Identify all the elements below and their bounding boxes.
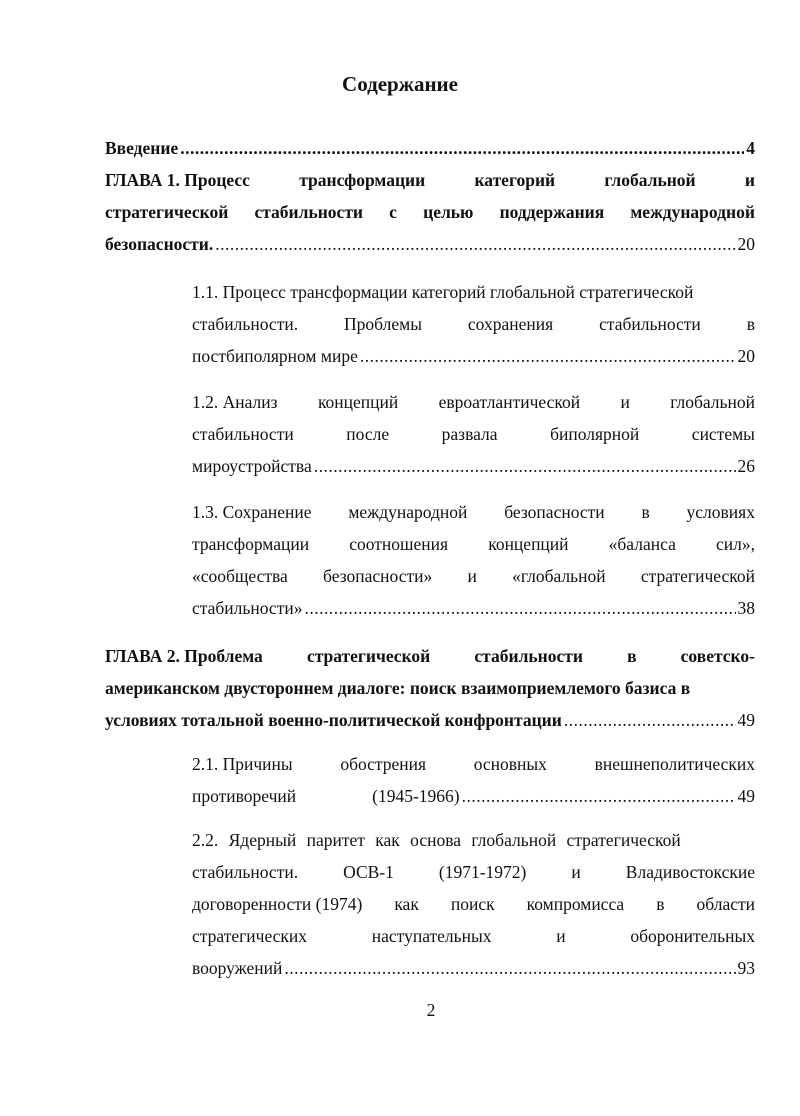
word: сил», <box>715 534 755 554</box>
word: стабильности <box>192 424 294 444</box>
toc-page: 49 <box>737 710 755 730</box>
toc-chapter-1-line-1[interactable] <box>105 167 755 193</box>
word: стратегических <box>192 926 308 946</box>
word: ГЛАВА 2. Проблема <box>105 646 263 666</box>
word: основных <box>473 754 547 774</box>
word: обострения <box>340 754 427 774</box>
toc-label: Введение <box>105 138 179 158</box>
word: наступательных <box>371 926 492 946</box>
word: ГЛАВА 1. Процесс <box>105 170 250 190</box>
word: Проблемы <box>344 314 422 334</box>
word: и <box>744 170 755 190</box>
word: стабильности. <box>192 314 299 334</box>
toc-section-1-1-line-1[interactable] <box>192 279 755 305</box>
toc-page: 49 <box>737 786 755 806</box>
word: безопасности <box>504 502 605 522</box>
toc-page: 20 <box>737 234 755 254</box>
word: 1.3. Сохранение <box>192 502 312 522</box>
toc-label: противоречий <box>192 786 297 806</box>
toc-section-2-1-line-2[interactable] <box>192 783 755 809</box>
word: стабильности. <box>192 862 299 882</box>
toc-page: 38 <box>737 598 755 618</box>
word: международной <box>348 502 468 522</box>
word: в <box>656 894 665 914</box>
word: развала <box>441 424 498 444</box>
word: советско- <box>680 646 755 666</box>
toc-section-2-2-line-5[interactable] <box>192 955 755 981</box>
toc-intro[interactable] <box>105 135 755 161</box>
toc-label: американском двустороннем диалоге: поиск взаимоприемлемого базиса в <box>105 678 691 698</box>
word: «глобальной <box>512 566 606 586</box>
toc-leader <box>284 955 735 981</box>
word: международной <box>630 202 755 222</box>
word: и <box>571 862 581 882</box>
toc-chapter-2-line-1[interactable] <box>105 643 755 669</box>
toc-label: условиях тотальной военно-политической конфронтации <box>105 710 562 730</box>
word: биполярной <box>550 424 640 444</box>
word: глобальной <box>670 392 755 412</box>
word: стабильности <box>474 646 583 666</box>
toc-page: 4 <box>746 138 755 158</box>
word: ОСВ-1 <box>343 862 394 882</box>
toc-page: 20 <box>737 346 755 366</box>
toc-label: вооружений <box>192 958 283 978</box>
word: и <box>620 392 630 412</box>
word: Владивостокские <box>625 862 755 882</box>
toc-section-1-2-line-2[interactable] <box>192 421 755 447</box>
word: поиск <box>450 894 495 914</box>
word: как <box>394 894 419 914</box>
word: в <box>746 314 755 334</box>
toc-chapter-1-line-2[interactable] <box>105 199 755 225</box>
word: и <box>556 926 566 946</box>
word: целью <box>423 202 474 222</box>
word: области <box>696 894 755 914</box>
toc-section-1-3-line-4[interactable] <box>192 595 755 621</box>
toc-section-2-2-line-3[interactable] <box>192 891 755 917</box>
toc-leader <box>215 231 735 257</box>
word: в <box>627 646 637 666</box>
word: трансформации <box>299 170 426 190</box>
toc-section-2-2-line-4[interactable] <box>192 923 755 949</box>
word: стратегической <box>640 566 755 586</box>
word: «баланса <box>608 534 676 554</box>
word: сохранения <box>467 314 554 334</box>
toc-section-2-2-line-1[interactable] <box>192 827 755 853</box>
word: после <box>346 424 390 444</box>
word: стратегической <box>105 202 229 222</box>
toc-chapter-2-line-3[interactable] <box>105 707 755 733</box>
toc-section-1-2-line-3[interactable] <box>192 453 755 479</box>
word: внешнеполитических <box>594 754 755 774</box>
toc-leader <box>360 343 736 369</box>
word: стабильности <box>599 314 701 334</box>
toc-section-1-1-line-2[interactable] <box>192 311 755 337</box>
word: стратегической <box>306 646 431 666</box>
toc-leader <box>304 595 735 621</box>
word: соотношения <box>349 534 449 554</box>
word: системы <box>691 424 755 444</box>
word: глобальной <box>604 170 696 190</box>
toc-leader <box>462 783 736 809</box>
toc-section-1-3-line-2[interactable] <box>192 531 755 557</box>
word: стабильности <box>254 202 363 222</box>
toc-chapter-2-line-2[interactable] <box>105 675 755 701</box>
toc-section-2-1-line-1[interactable] <box>192 751 755 777</box>
word: категорий <box>474 170 556 190</box>
page-number: 2 <box>426 1000 436 1020</box>
word: концепций <box>317 392 399 412</box>
toc-page: 26 <box>737 456 755 476</box>
toc-section-1-2-line-1[interactable] <box>192 389 755 415</box>
toc-label: безопасности. <box>105 234 214 254</box>
toc-section-1-1-line-3[interactable] <box>192 343 755 369</box>
word: 2.1. Причины <box>192 754 293 774</box>
toc-label: 2.2. Ядерный паритет как основа глобальной стратегической <box>192 830 681 850</box>
word: договоренности (1974) <box>192 894 363 914</box>
toc-label: постбиполярном мире <box>192 346 358 366</box>
word: концепций <box>488 534 569 554</box>
toc-section-1-3-line-1[interactable] <box>192 499 755 525</box>
word: оборонительных <box>630 926 755 946</box>
toc-label: мироустройства <box>192 456 312 476</box>
toc-section-2-2-line-2[interactable] <box>192 859 755 885</box>
toc-chapter-1-line-3[interactable] <box>105 231 755 257</box>
word: безопасности» <box>323 566 433 586</box>
toc-section-1-3-line-3[interactable] <box>192 563 755 589</box>
toc-page: 93 <box>737 958 755 978</box>
word: евроатлантической <box>438 392 581 412</box>
word: трансформации <box>192 534 310 554</box>
word: с <box>389 202 397 222</box>
word: компромисса <box>526 894 625 914</box>
toc-label: стабильности» <box>192 598 303 618</box>
page-title: Содержание <box>342 72 458 96</box>
word: (1971-1972) <box>438 862 527 882</box>
toc-leader <box>314 453 736 479</box>
word: «сообщества <box>192 566 288 586</box>
word: в <box>641 502 650 522</box>
word: поддержания <box>499 202 605 222</box>
word: и <box>467 566 477 586</box>
word: условиях <box>686 502 755 522</box>
toc-label: 1.1. Процесс трансформации категорий глобальной стратегической <box>192 282 694 302</box>
toc-label: (1945-1966) <box>372 786 460 806</box>
toc-leader <box>564 707 736 733</box>
word: 1.2. Анализ <box>192 392 278 412</box>
toc-leader <box>180 135 744 161</box>
